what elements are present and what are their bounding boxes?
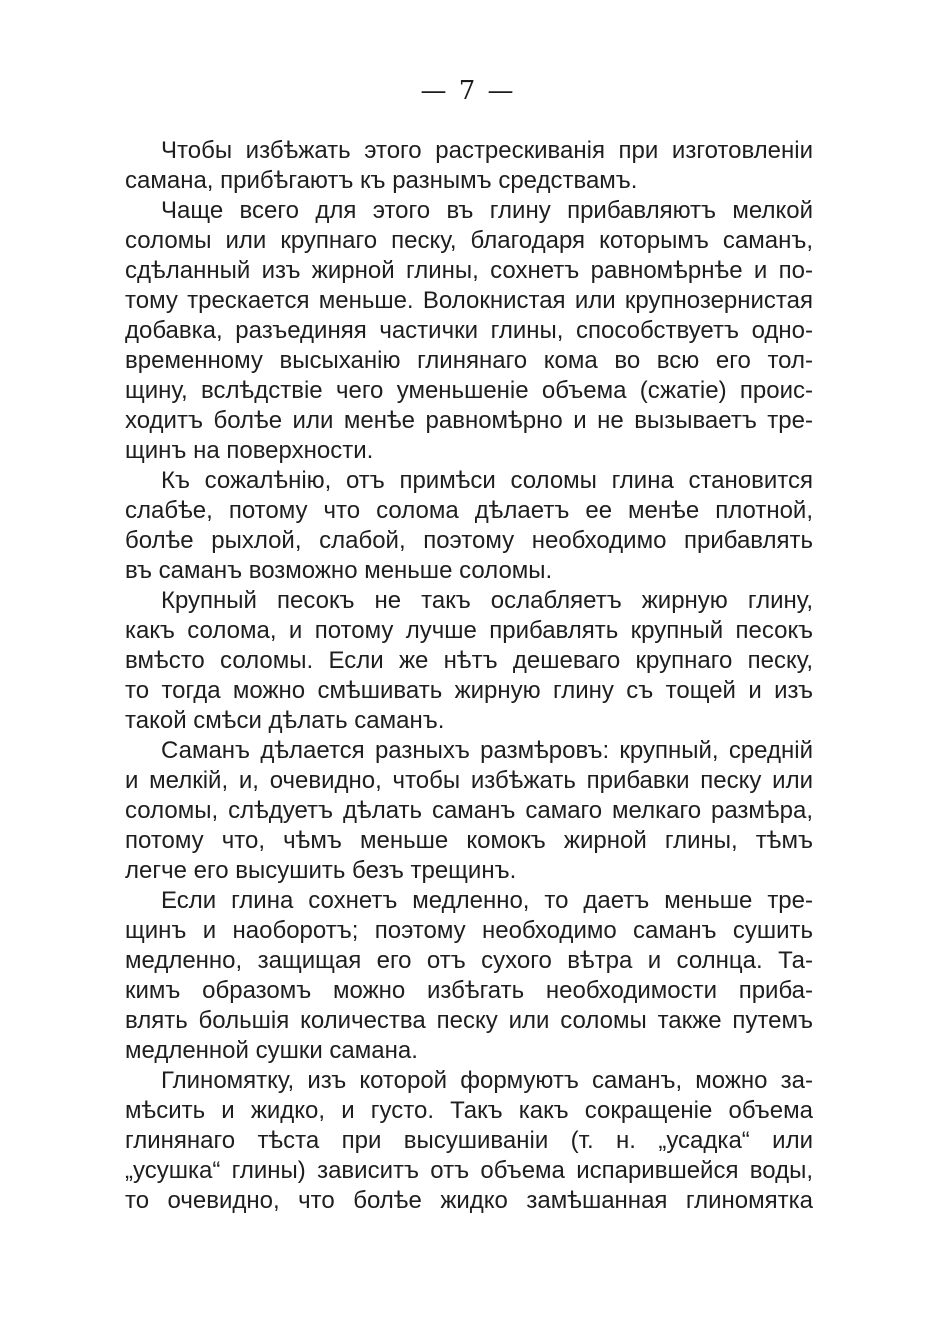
- text-line: „усушка“ глины) зависитъ отъ объема испарившейся воды,: [125, 1157, 813, 1184]
- text-line: самана, прибѣгаютъ къ разнымъ средствамъ.: [125, 167, 638, 194]
- text-line: временному высыханію глинянаго кома во всю его тол-: [125, 347, 813, 374]
- text-line: легче его высушить безъ трещинъ.: [125, 857, 517, 884]
- text-line: болѣе рыхлой, слабой, поэтому необходимо прибавлять: [125, 527, 813, 554]
- text-line: въ саманъ возможно меньше соломы.: [125, 557, 553, 584]
- text-line: ходитъ болѣе или менѣе равномѣрно и не вызываетъ тре-: [125, 407, 813, 434]
- paragraph-6: [125, 886, 813, 1066]
- text-line: Чаще всего для этого въ глину прибавляютъ мелкой: [161, 197, 813, 224]
- text-line: медленной сушки самана.: [125, 1037, 418, 1064]
- text-line: щинъ и наоборотъ; поэтому необходимо саманъ сушить: [125, 917, 813, 944]
- text-line: Крупный песокъ не такъ ослабляетъ жирную глину,: [161, 587, 813, 614]
- text-line: мѣсить и жидко, и густо. Такъ какъ сокращеніе объема: [125, 1097, 813, 1124]
- text-line: потому что, чѣмъ меньше комокъ жирной глины, тѣмъ: [125, 827, 813, 854]
- text-line: какъ солома, и потому лучше прибавлять крупный песокъ: [125, 617, 813, 644]
- text-line: Глиномятку, изъ которой формуютъ саманъ, можно за-: [161, 1067, 813, 1094]
- text-line: и мелкій, и, очевидно, чтобы избѣжать прибавки песку или: [125, 767, 813, 794]
- page-number: — 7 —: [420, 76, 516, 106]
- text-line: то тогда можно смѣшивать жирную глину съ тощей и изъ: [125, 677, 813, 704]
- text-line: кимъ образомъ можно избѣгать необходимости приба-: [125, 977, 813, 1004]
- text-line: Саманъ дѣлается разныхъ размѣровъ: крупный, средній: [161, 737, 813, 764]
- text-line: соломы, слѣдуетъ дѣлать саманъ самаго мелкаго размѣра,: [125, 797, 813, 824]
- text-line: медленно, защищая его отъ сухого вѣтра и солнца. Та-: [125, 947, 813, 974]
- paragraph-4: [125, 586, 813, 736]
- text-line: щинъ на поверхности.: [125, 437, 374, 464]
- text-line: влять большія количества песку или соломы также путемъ: [125, 1007, 813, 1034]
- paragraph-3: [125, 466, 813, 586]
- text-line: Чтобы избѣжать этого растрескиванія при изготовленіи: [161, 137, 813, 164]
- paragraph-1: [125, 136, 813, 196]
- text-line: щину, вслѣдствіе чего уменьшеніе объема (сжатіе) проис-: [125, 377, 813, 404]
- text-line: вмѣсто соломы. Если же нѣтъ дешеваго крупнаго песку,: [125, 647, 813, 674]
- text-line: Къ сожалѣнію, отъ примѣси соломы глина становится: [161, 467, 813, 494]
- text-line: такой смѣси дѣлать саманъ.: [125, 707, 445, 734]
- paragraph-2: [125, 196, 813, 466]
- text-line: сдѣланный изъ жирной глины, сохнетъ равномѣрнѣе и по-: [125, 257, 813, 284]
- text-line: добавка, разъединяя частички глины, способствуетъ одно-: [125, 317, 813, 344]
- text-line: соломы или крупнаго песку, благодаря которымъ саманъ,: [125, 227, 813, 254]
- text-line: слабѣе, потому что солома дѣлаетъ ее менѣе плотной,: [125, 497, 813, 524]
- text-line: глинянаго тѣста при высушиваніи (т. н. „усадка“ или: [125, 1127, 813, 1154]
- paragraph-7: [125, 1066, 813, 1216]
- text-line: тому трескается меньше. Волокнистая или крупнозернистая: [125, 287, 813, 314]
- paragraph-5: [125, 736, 813, 886]
- text-line: то очевидно, что болѣе жидко замѣшанная глиномятка: [125, 1187, 813, 1214]
- body-text: [125, 136, 813, 1216]
- text-line: Если глина сохнетъ медленно, то даетъ меньше тре-: [161, 887, 813, 914]
